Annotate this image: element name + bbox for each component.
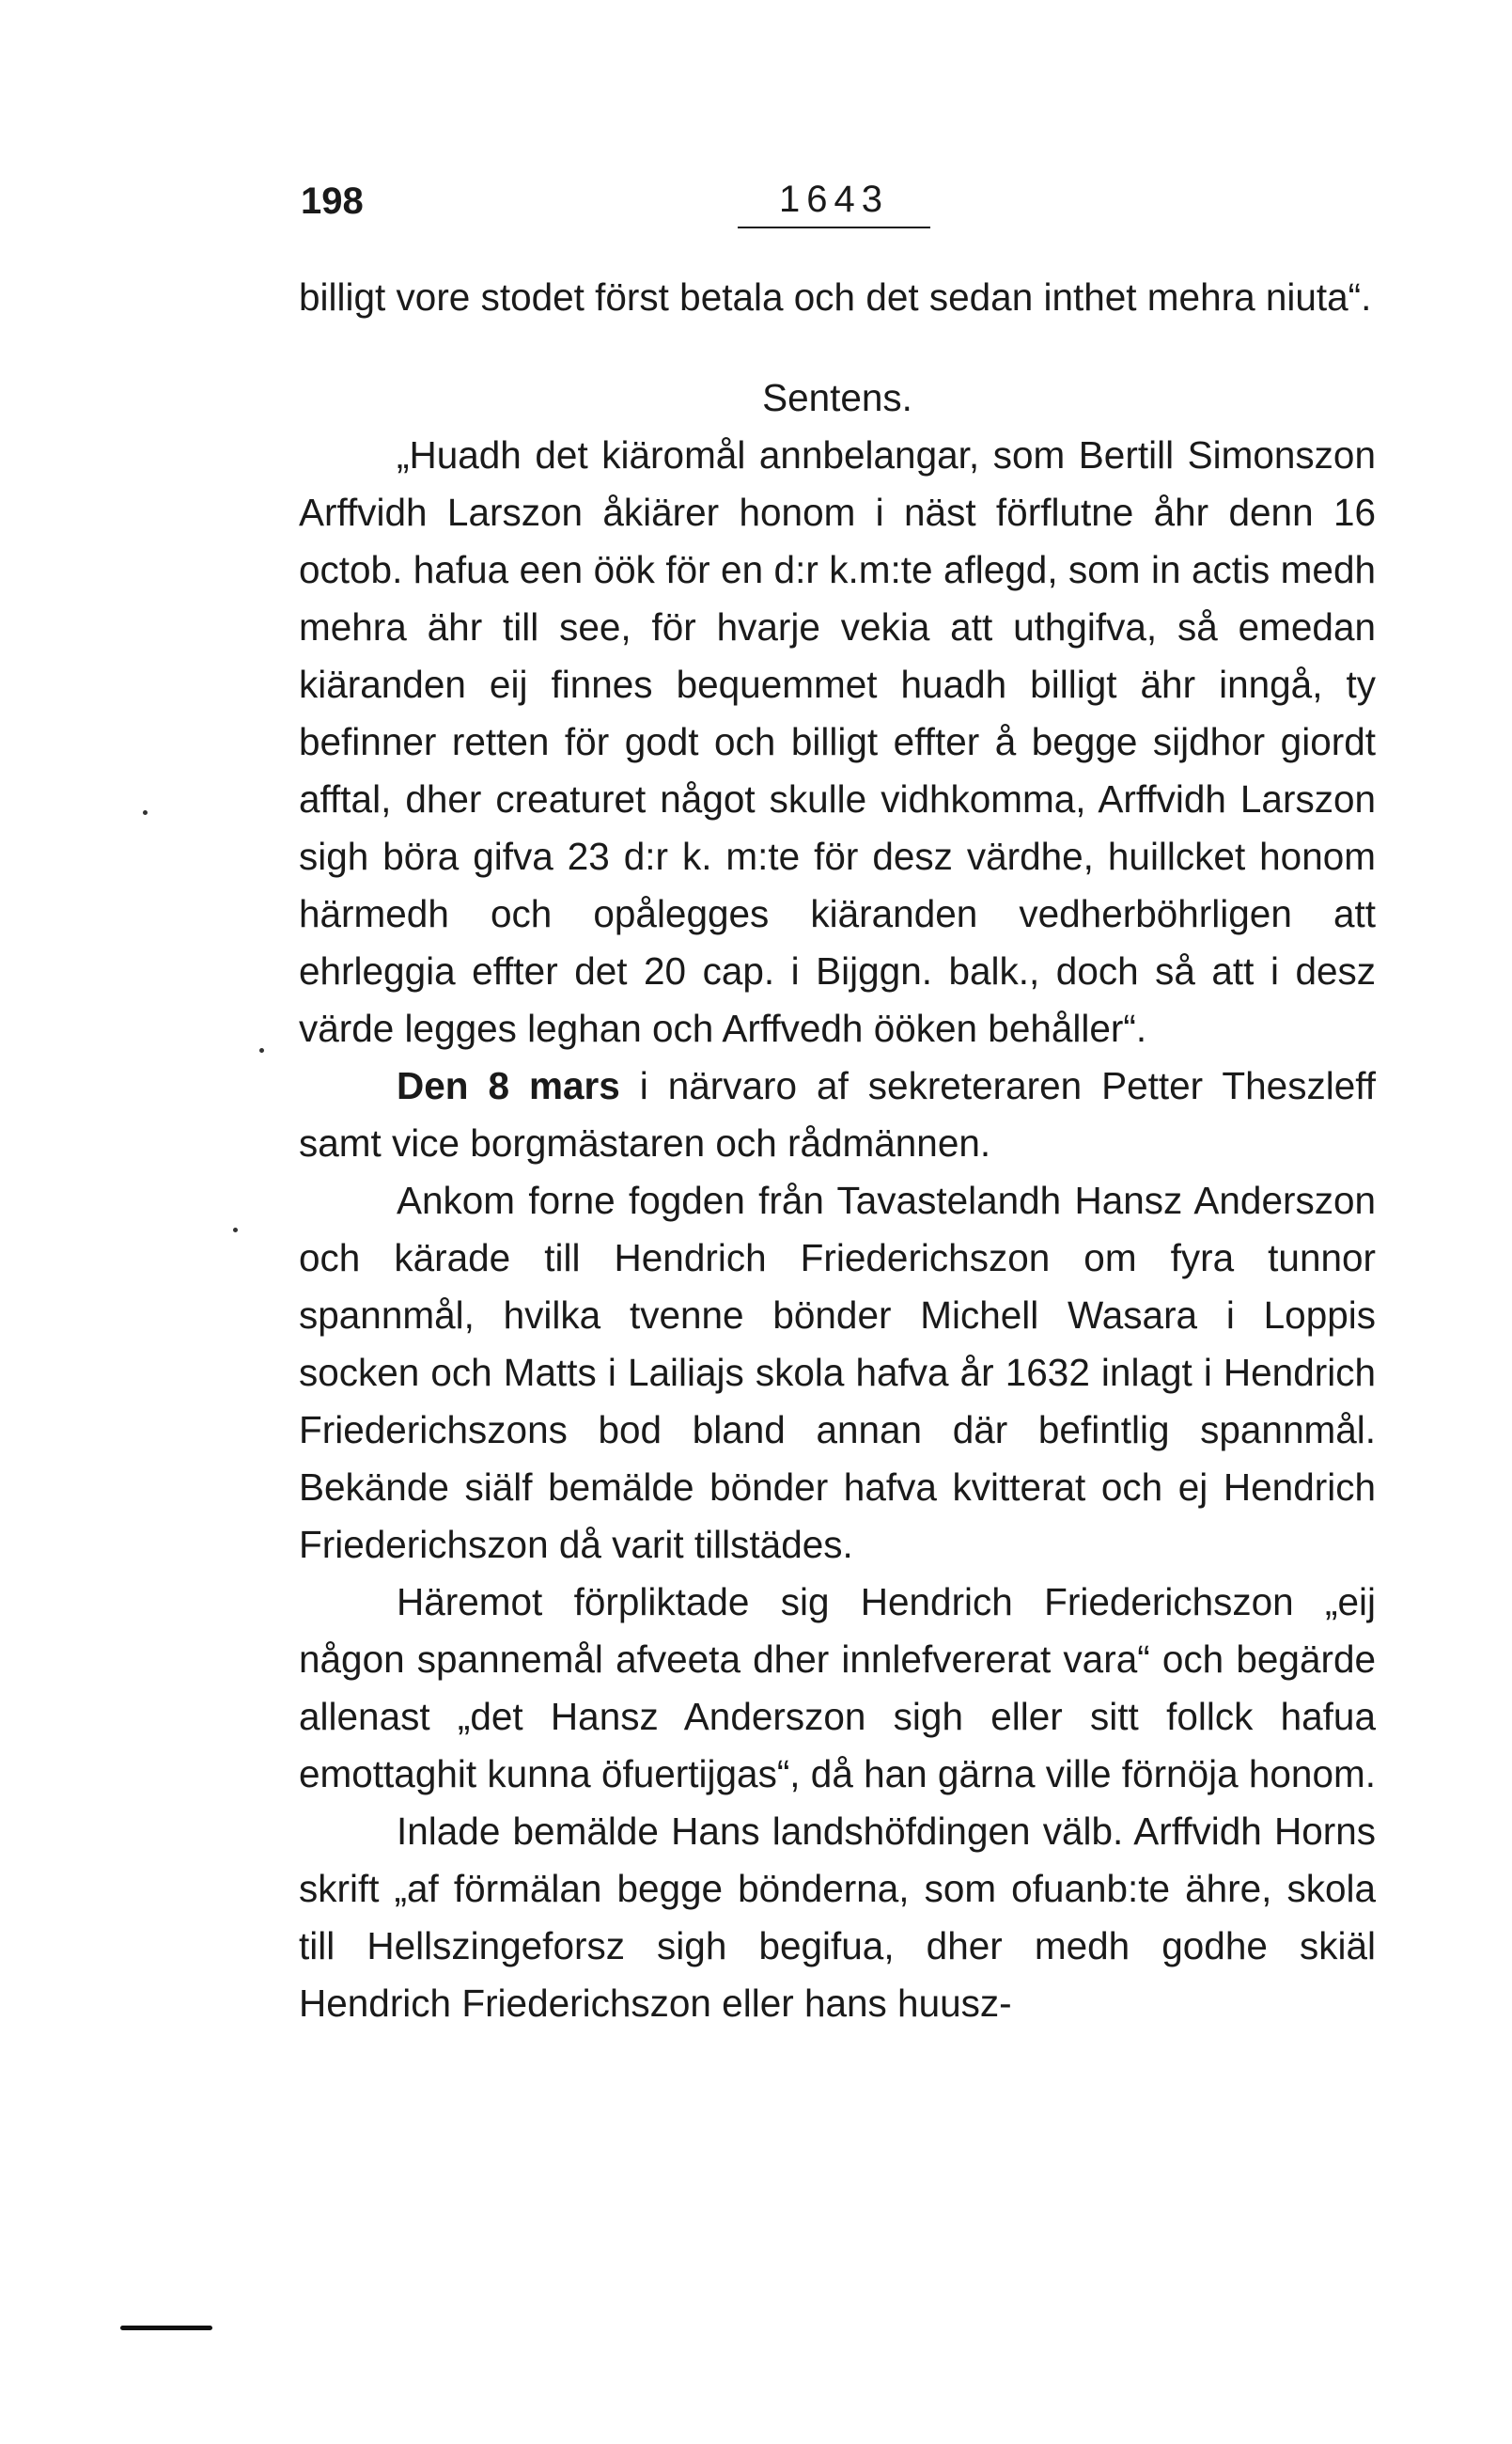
paragraph-ankom: Ankom forne fogden från Tavastelandh Hansz Anderszon och kärade till Hendrich Friederichszon om fyra tunnor spannmål, hvilka tvenne bönder Michell Wasara i Loppis socken och Matts i Lailiajs skola hafva år 1632 inlagt i Hendrich Friederichszons bod bland annan där befintlig spannmål. Bekände siälf bemälde bönder hafva kvitterat och ej Hendrich Friederichszon då varit tillstädes. [299, 1179, 1376, 1566]
sentens-heading: Sentens. [762, 376, 912, 419]
paragraph-continuation: billigt vore stodet först betala och det sedan inthet mehra niuta“. [299, 275, 1372, 319]
margin-dot [259, 1048, 264, 1053]
page-year-header: 1643 [738, 179, 930, 228]
text-block-main [299, 427, 1376, 2032]
margin-dot [143, 810, 148, 815]
corner-mark [120, 2326, 212, 2330]
page-number: 198 [301, 180, 364, 222]
paragraph-inlade: Inlade bemälde Hans landshöfdingen välb. Arffvidh Horns skrift „af förmälan begge bönderna, som ofuanb:te ähre, skola till Hellszingeforsz sigh begifua, dher medh godhe skiäl Hendrich Friederichszon eller hans huusz- [299, 1810, 1376, 2025]
text-block-top [299, 269, 1376, 326]
paragraph-sentens: „Huadh det kiäromål annbelangar, som Bertill Simonszon Arffvidh Larszon åkiärer honom i näst förflutne åhr denn 16 octob. hafua een öök för en d:r k.m:te aflegd, som in actis medh mehra ähr till see, för hvarje vekia att uthgifva, så emedan kiäranden eij finnes bequemmet huadh billigt ähr inngå, ty befinner retten för godt och billigt effter å begge sijdhor giordt afftal, dher creaturet något skulle vidhkomma, Arffvidh Larszon sigh böra gifva 23 d:r k. m:te för desz värdhe, huillcket honom härmedh och opålegges kiäranden vedherböhrligen att ehrleggia effter det 20 cap. i Bijggn. balk., doch så att i desz värde legges leghan och Arffvedh ööken behåller“. [299, 433, 1376, 1050]
date-entry-text: i närvaro af sekreteraren Petter Theszleff samt vice borgmästaren och rådmännen. [299, 1064, 1376, 1165]
margin-dot [233, 1228, 238, 1232]
paragraph-haremot: Häremot förpliktade sig Hendrich Friederichszon „eij någon spannemål afveeta dher innlefvererat vara“ och begärde allenast „det Hansz Anderszon sigh eller sitt follck hafua emottaghit kunna öfuertijgas“, då han gärna ville förnöja honom. [299, 1580, 1376, 1795]
date-label: Den 8 mars [397, 1064, 620, 1107]
paragraph-date-entry [299, 1058, 1376, 1172]
